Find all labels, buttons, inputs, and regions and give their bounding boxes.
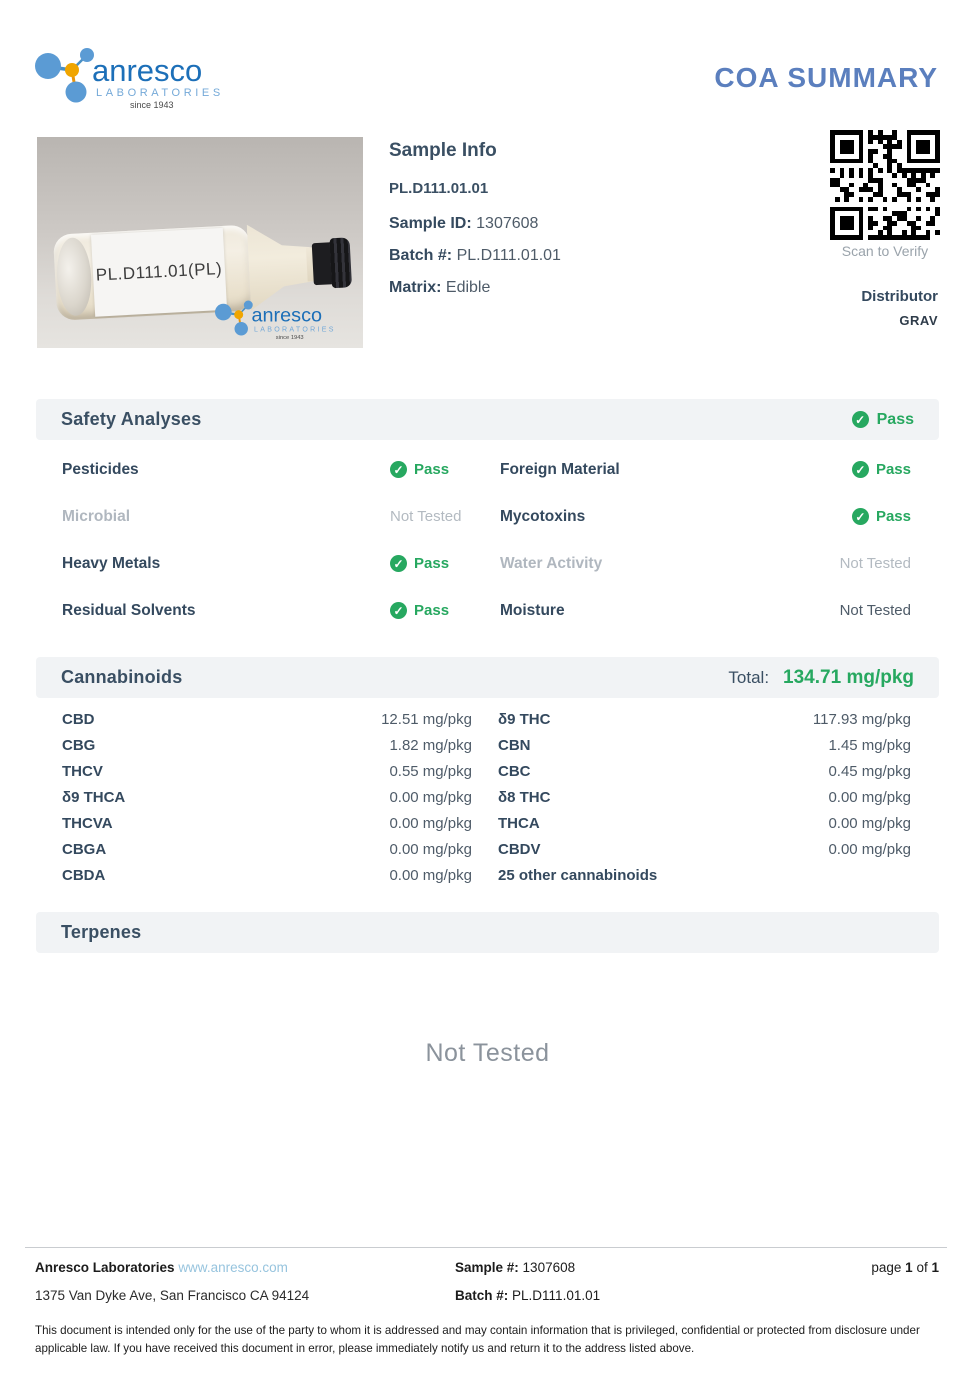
check-icon: ✓ (390, 602, 407, 619)
distributor-label: Distributor (861, 288, 938, 305)
footer-sample: Sample #: 1307608 (455, 1260, 576, 1275)
safety-row: Residual Solvents ✓ Pass Moisture Not Tested (62, 601, 911, 619)
safety-rows (36, 440, 939, 634)
terpenes-status: Not Tested (425, 1038, 550, 1067)
cannabinoid-row: THCVA 0.00 mg/pkg THCA 0.00 mg/pkg (62, 814, 911, 832)
sample-id-row: Sample ID: 1307608 (389, 215, 539, 232)
cannabinoid-row: δ9 THCA 0.00 mg/pkg δ8 THC 0.00 mg/pkg (62, 788, 911, 806)
svg-text:LABORATORIES: LABORATORIES (96, 87, 224, 99)
anresco-logo (30, 44, 260, 114)
check-icon: ✓ (852, 411, 869, 428)
footer-address: 1375 Van Dyke Ave, San Francisco CA 94124 (35, 1288, 310, 1303)
cannabinoids-total: Total: 134.71 mg/pkg (728, 666, 914, 688)
footer-batch: Batch #: PL.D111.01.01 (455, 1288, 601, 1303)
disclaimer-text: This document is intended only for the use of the party to whom it is addressed and may contain information that is privileged, confidential or protected from disclosure under applicable law. If you have received this document in error, please immediately notify us and return it to the address listed above. (35, 1324, 920, 1355)
safety-overall-status: ✓ Pass (852, 411, 914, 429)
website-link[interactable]: www.anresco.com (178, 1260, 288, 1275)
cannabinoid-row: CBG 1.82 mg/pkg CBN 1.45 mg/pkg (62, 736, 911, 754)
cannabinoids-section (36, 657, 939, 888)
cannabinoids-header-bar (36, 657, 939, 698)
photo-watermark-logo (212, 298, 359, 346)
terpenes-section (36, 912, 939, 1153)
sample-photo (37, 137, 363, 348)
safety-title: Safety Analyses (61, 409, 202, 429)
qr-caption: Scan to Verify (841, 243, 929, 259)
sample-info-title: Sample Info (389, 140, 497, 161)
cannabinoid-row: CBGA 0.00 mg/pkg CBDV 0.00 mg/pkg (62, 840, 911, 858)
qr-block (830, 130, 940, 259)
matrix-row: Matrix: Edible (389, 279, 491, 296)
bottle-label: PL.D111.01(PL) (91, 228, 227, 317)
safety-row: Microbial Not Tested Mycotoxins ✓ Pass (62, 507, 911, 525)
check-icon: ✓ (852, 461, 869, 478)
cannabinoid-rows (36, 698, 939, 888)
svg-text:anresco: anresco (251, 304, 323, 327)
terpenes-header-bar (36, 912, 939, 953)
distributor-block (861, 288, 938, 328)
svg-text:since 1943: since 1943 (275, 334, 304, 341)
logo-wordmark: anresco (92, 53, 203, 88)
cannabinoid-row: THCV 0.55 mg/pkg CBC 0.45 mg/pkg (62, 762, 911, 780)
check-icon: ✓ (390, 555, 407, 572)
check-icon: ✓ (852, 508, 869, 525)
cannabinoids-title: Cannabinoids (61, 667, 183, 687)
page-title: COA SUMMARY (714, 62, 938, 93)
svg-text:LABORATORIES: LABORATORIES (254, 326, 336, 334)
batch-row: Batch #: PL.D111.01.01 (389, 247, 561, 264)
product-code: PL.D111.01.01 (389, 180, 489, 197)
qr-code[interactable] (830, 130, 940, 240)
cannabinoid-row: CBD 12.51 mg/pkg δ9 THC 117.93 mg/pkg (62, 710, 911, 728)
footer (25, 1247, 947, 1358)
terpenes-body (36, 953, 939, 1153)
safety-row: Pesticides ✓ Pass Foreign Material ✓ Pass (62, 460, 911, 478)
safety-row: Heavy Metals ✓ Pass Water Activity Not Tested (62, 554, 911, 572)
svg-text:since 1943: since 1943 (130, 100, 174, 110)
cannabinoid-row: CBDA 0.00 mg/pkg 25 other cannabinoids (62, 866, 658, 884)
page-indicator: page 1 of 1 (871, 1260, 939, 1275)
distributor-value: GRAV (899, 313, 938, 328)
check-icon: ✓ (390, 461, 407, 478)
footer-company: Anresco Laboratories (35, 1260, 175, 1275)
molecule-logo-icon (30, 44, 260, 114)
safety-section (36, 399, 939, 634)
safety-header-bar (36, 399, 939, 440)
sample-info-panel (389, 140, 769, 311)
terpenes-title: Terpenes (61, 922, 142, 942)
